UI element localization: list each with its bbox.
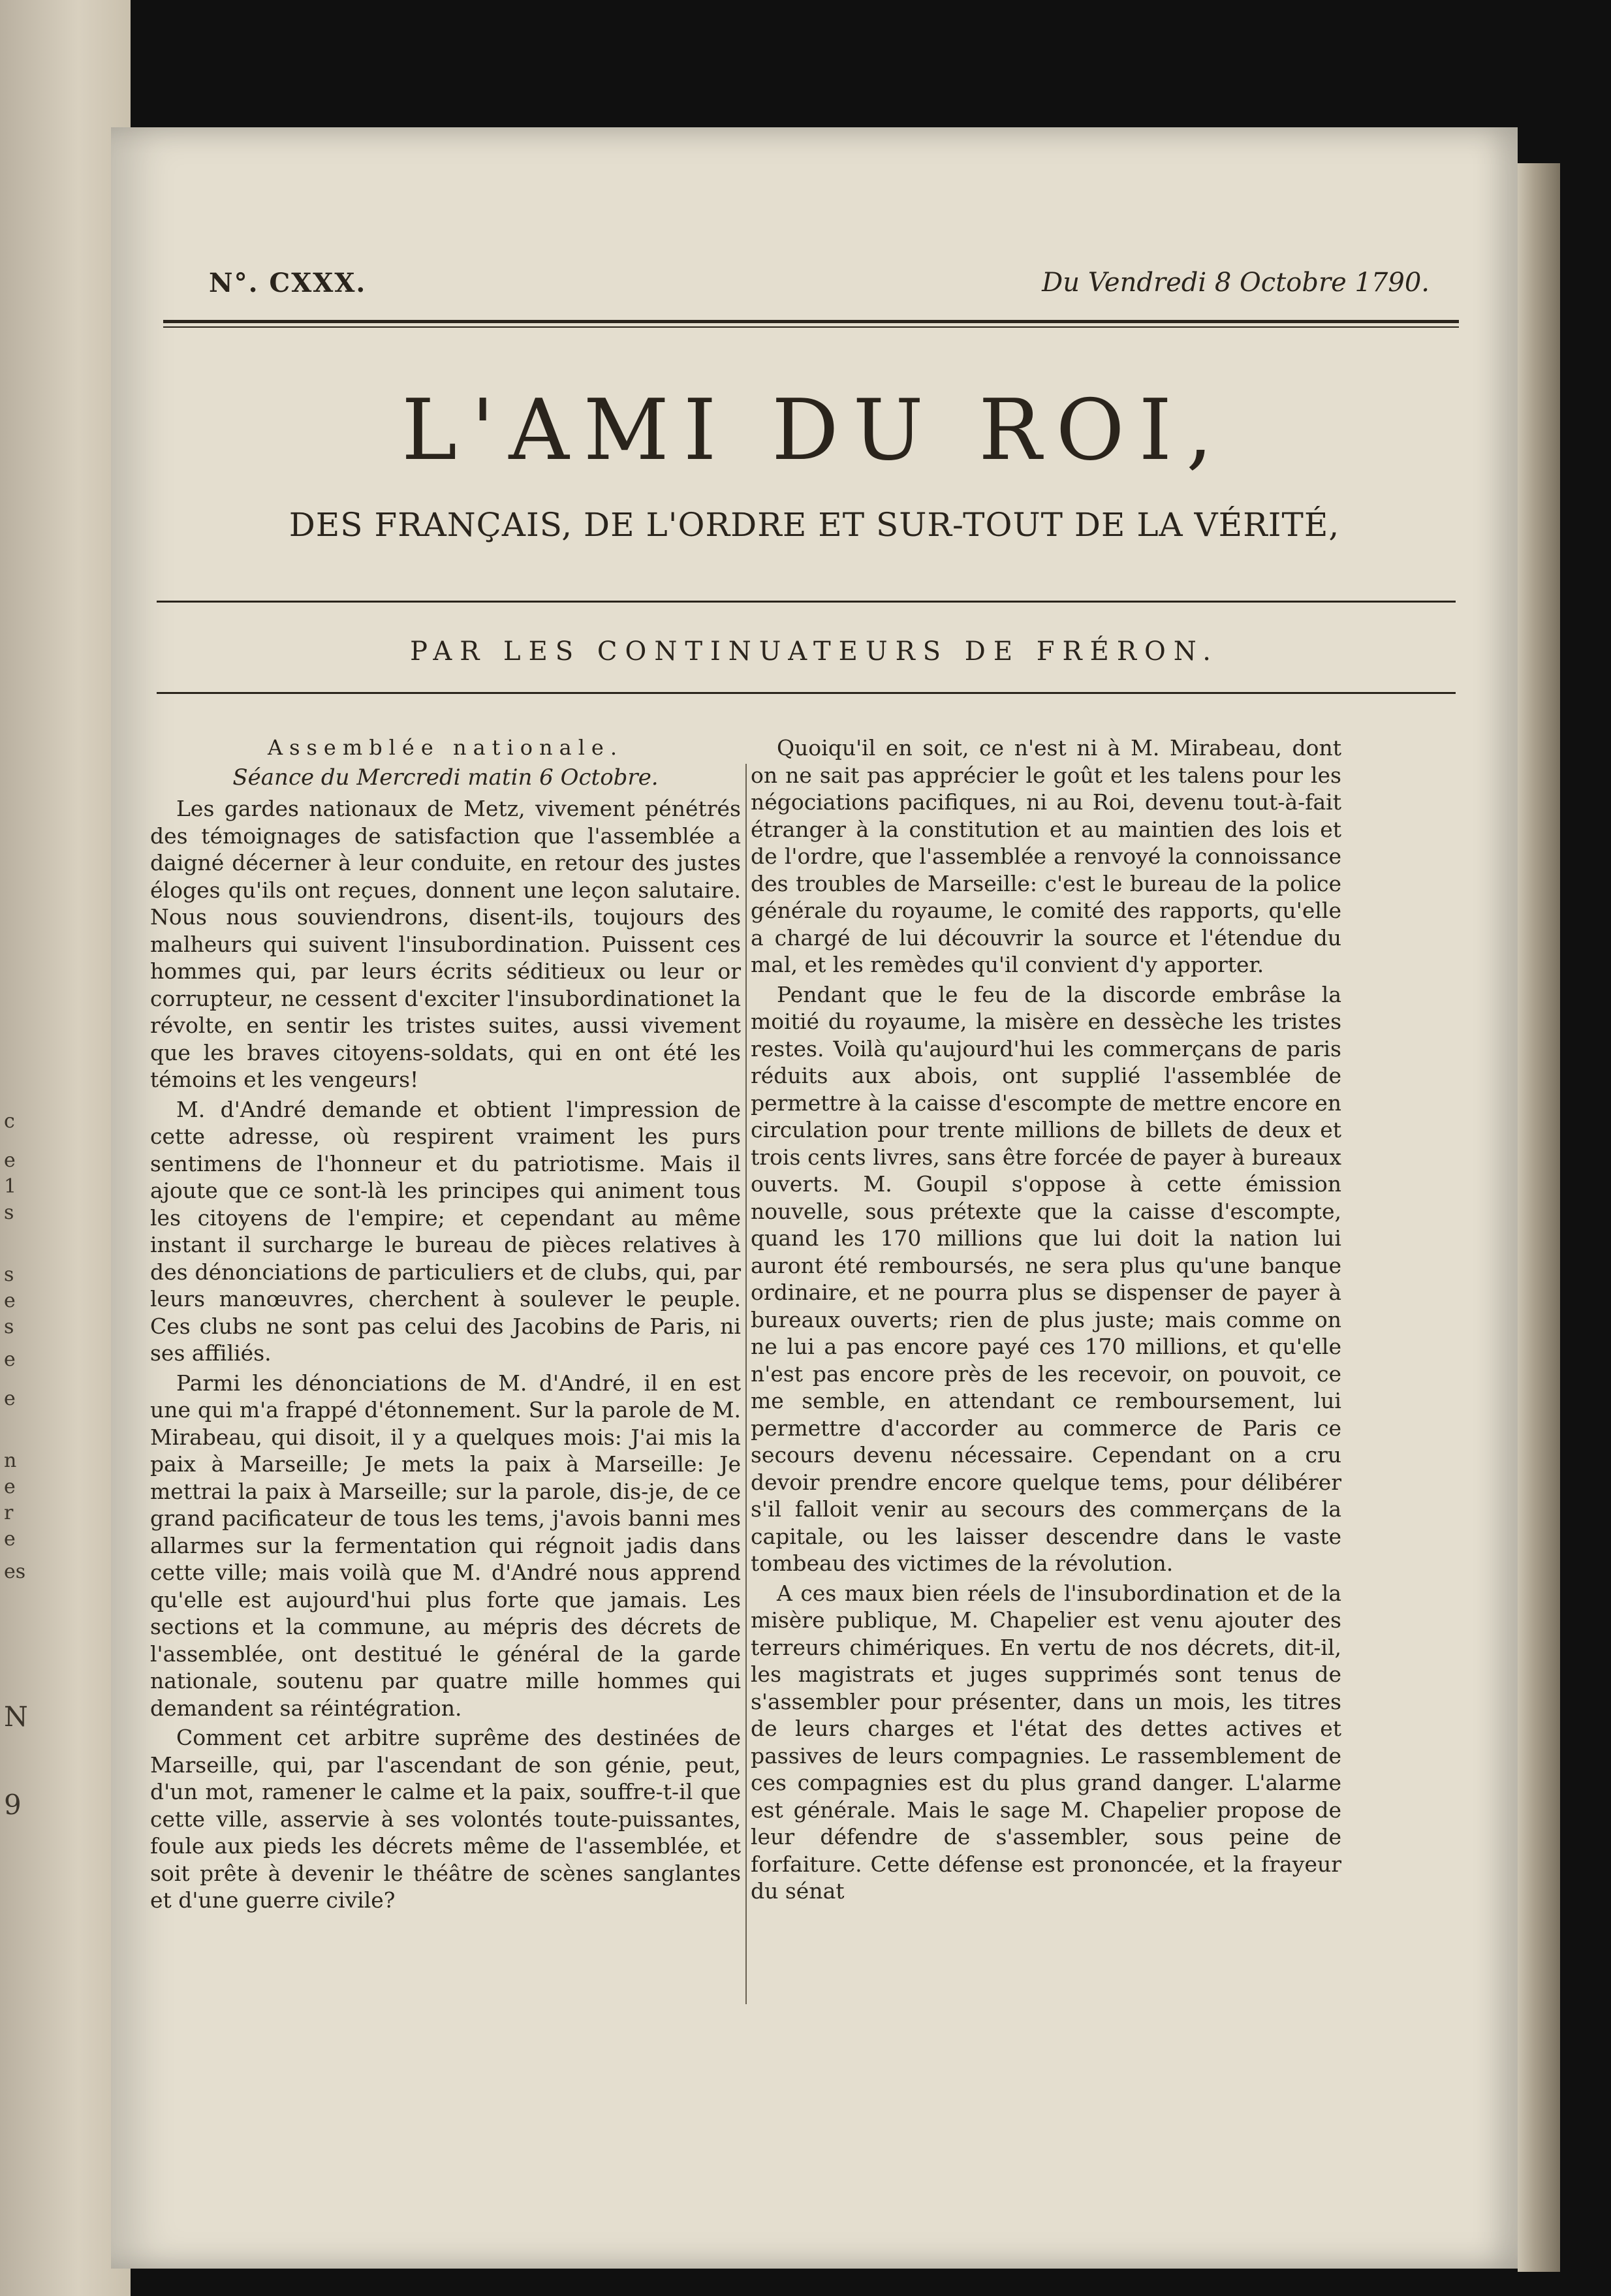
page-edge [1518, 163, 1560, 2272]
issue-date: Du Vendredi 8 Octobre 1790. [1042, 268, 1430, 298]
paragraph: Parmi les dénonciations de M. d'André, il en est une qui m'a frappé d'étonnement. Sur la parole de M. Mirabeau, qui disoit, il y a quelques mois: J'ai mis la paix à Marseille; Je mets la paix à Marseille: Je mettrai la paix à Marseille; sur la parole, dis-je, de ce grand pacificateur de tous les tems, j'avois banni mes allarmes sur la fermentation qui régnoit jadis dans cette ville; mais voilà que M. d'André nous apprend qu'elle est aujourd'hui plus forte que jamais. Les sections et la commune, au mépris des décrets de l'assemblée, ont destitué le général de la garde nationale, soutenu par quatre mille hommes qui demandent sa réintégration. [150, 1370, 741, 1721]
margin-letter: 1 [4, 1175, 17, 1198]
session-heading: Séance du Mercredi matin 6 Octobre. [232, 764, 659, 791]
masthead-title: L'AMI DU ROI, [401, 382, 1227, 479]
paragraph: A ces maux bien réels de l'insubordination et de la misère publique, M. Chapelier est venu ajouter des terreurs chimériques. En vertu de nos décrets, dit-il, les magistrats et juges supprimés sont tenus de s'assembler pour présenter, dans un mois, les titres de leurs charges et l'état des dettes actives et passives de leurs compagnies. Le rassemblement de ces compagnies est du plus grand danger. L'alarme est générale. Mais le sage M. Chapelier propose de leur défendre de s'assembler, sous peine de forfaiture. Cette défense est prononcée, et la frayeur du sénat [751, 1580, 1341, 1904]
top-rule-thin [163, 326, 1459, 328]
column-divider [745, 764, 747, 2004]
masthead-byline: PAR LES CONTINUATEURS DE FRÉRON. [410, 637, 1219, 667]
margin-letter: e [4, 1387, 16, 1410]
issue-number: N°. CXXX. [209, 268, 367, 298]
masthead-subtitle: DES FRANÇAIS, DE L'ORDRE ET SUR-TOUT DE LA VÉRITÉ, [289, 506, 1340, 544]
paragraph: Pendant que le feu de la discorde embrâse la moitié du royaume, la misère en dessèche les tristes restes. Voilà qu'aujourd'hui les commerçans de paris réduits aux abois, ont supplié l'assemblée de permettre à la caisse d'escompte de mettre encore en circulation pour trente millions de billets de deux et trois cents livres, sans être forcée de payer à bureaux ouverts. M. Goupil s'oppose à cette émission nouvelle, sous prétexte que la caisse d'escompte, quand les 170 millions que lui doit la nation lui auront été remboursés, ne sera plus qu'une banque ordinaire, et ne pourra plus se dispenser de payer à bureaux ouverts; rien de plus juste; mais comme on ne lui a pas encore payé ces 170 millions, et qu'elle n'est pas encore près de les recevoir, on pouvoit, ce me semble, en attendant ce remboursement, lui permettre d'accorder au commerce de Paris ce secours devenu nécessaire. Cependant on a cru devoir prendre encore quelque tems, pour délibérer s'il falloit venir au secours des commerçans de la capitale, ou les laisser descendre dans le vaste tombeau des victimes de la révolution. [751, 981, 1341, 1576]
paragraph: Les gardes nationaux de Metz, vivement pénétrés des témoignages de satisfaction que l'assemblée a daigné décerner à leur conduite, en retour des justes éloges qu'ils ont reçues, donnent une leçon salutaire. Nous nous souviendrons, disent-ils, toujours des malheurs qui suivent l'insubordination. Puissent ces hommes qui, par leurs écrits séditieux ou leur or corrupteur, ne cessent d'exciter l'insubordinationet la révolte, en sentir les tristes suites, aussi vivement que les braves citoyens-soldats, qui en ont été les témoins et les vengeurs! [150, 796, 741, 1092]
byline-rule [157, 692, 1456, 694]
newspaper-page [111, 127, 1518, 2269]
paragraph: M. d'André demande et obtient l'impression de cette adresse, où respirent vraiment les purs sentimens de l'honneur et du patriotisme. Mais il ajoute que ce sont-là les principes qui animent tous les citoyens de l'empire; et cependant au même instant il surcharge le bureau de pièces relatives à des dénonciations de particuliers et de clubs, qui, par leurs manœuvres, cherchent à soulever le peuple. Ces clubs ne sont pas celui des Jacobins de Paris, ni ses affiliés. [150, 1096, 741, 1366]
mid-rule [157, 601, 1456, 603]
section-heading: Assemblée nationale. [267, 735, 624, 760]
margin-letter: e [4, 1528, 16, 1550]
margin-letter: s [4, 1315, 14, 1338]
paragraph: Comment cet arbitre suprême des destinées de Marseille, qui, par l'ascendant de son génie, peut, d'un mot, ramener le calme et la paix, souffre-t-il que cette ville, asservie à ses volontés toute-puissantes, foule aux pieds les décrets même de l'assemblée, et soit prête à devenir le théâtre de scènes sanglantes et d'une guerre civile? [150, 1725, 741, 1913]
margin-letter: r [4, 1502, 14, 1524]
issue-header [209, 268, 1456, 307]
margin-letter: 9 [4, 1789, 22, 1821]
margin-letter: e [4, 1475, 16, 1498]
left-column [150, 734, 741, 1917]
margin-letter: e [4, 1149, 16, 1172]
margin-letter: s [4, 1263, 14, 1286]
margin-letter: e [4, 1348, 16, 1371]
margin-letter: c [4, 1110, 15, 1133]
margin-letter: N [4, 1701, 28, 1733]
margin-letter: es [4, 1560, 26, 1583]
top-rule [163, 320, 1459, 323]
margin-letter: e [4, 1289, 16, 1312]
paragraph: Quoiqu'il en soit, ce n'est ni à M. Mirabeau, dont on ne sait pas apprécier le goût et les talens pour les négociations pacifiques, ni au Roi, devenu tout-à-fait étranger à la constitution et au maintien des lois et de l'ordre, que l'assemblée a renvoyé la connoissance des troubles de Marseille: c'est le bureau de la police générale du royaume, le comité des rapports, qu'elle a chargé de lui découvrir la source et l'étendue du mal, et les remèdes qu'il convient d'y apporter. [751, 735, 1341, 977]
margin-letter: n [4, 1449, 17, 1472]
margin-letter: s [4, 1201, 14, 1224]
right-column [751, 734, 1341, 1908]
